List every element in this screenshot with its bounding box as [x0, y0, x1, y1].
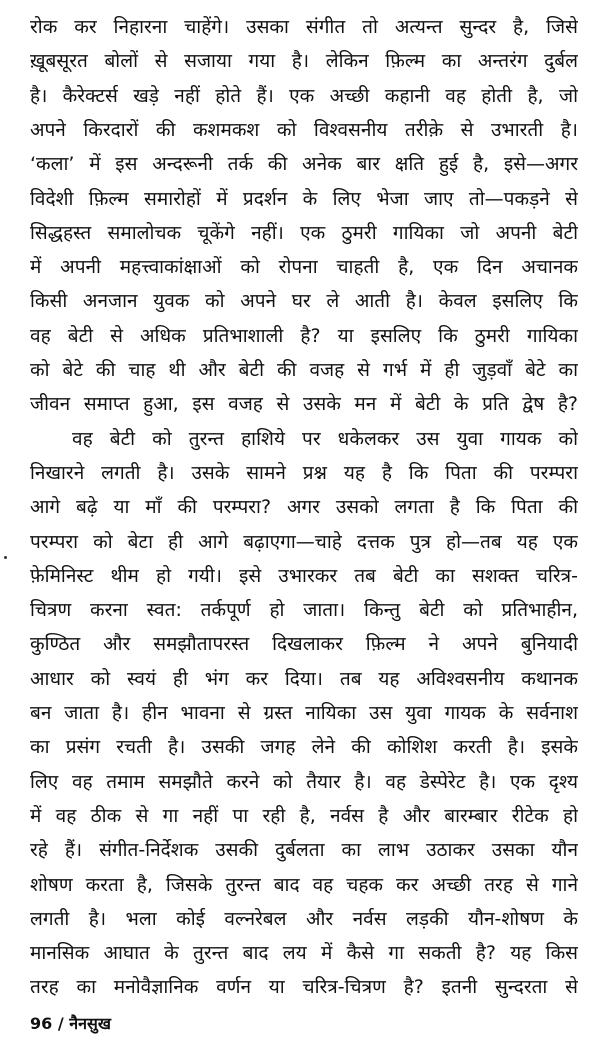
text-line: आधार को स्वयं ही भंग कर दिया। तब यह अविश्वसनीय कथानक: [30, 667, 578, 690]
text-line: तरह का मनोवैज्ञानिक वर्णन या चरित्र-चित्रण है? इतनी सुन्दरता से: [30, 976, 578, 999]
text-line: किसी अनजान युवक को अपने घर ले आती है। केवल इसलिए कि: [30, 290, 578, 313]
text-line: रोक कर निहारना चाहेंगे। उसका संगीत तो अत्यन्त सुन्दर है, जिसे: [30, 16, 578, 38]
text-line: फ़ेमिनिस्ट थीम हो गयी। इसे उभारकर तब बेटी का सशक्त चरित्र-: [30, 564, 578, 587]
text-line: आगे बढ़े या माँ की परम्परा? अगर उसको लगता है कि पिता की: [30, 496, 578, 519]
text-line: ख़ूबसूरत बोलों से सजाया गया है। लेकिन फ़िल्म का अन्तरंग दुर्बल: [30, 50, 578, 73]
text-line: चित्रण करना स्वत: तर्कपूर्ण हो जाता। किन्तु बेटी को प्रतिभाहीन,: [30, 599, 578, 622]
text-line: रहे हैं। संगीत-निर्देशक उसकी दुर्बलता का लाभ उठाकर उसका यौन: [30, 839, 578, 862]
text-line: अपने किरदारों की कशमकश को विश्वसनीय तरीक़े से उभारती है।: [30, 118, 578, 141]
text-line: सिद्धहस्त समालोचक चूकेंगे नहीं। एक ठुमरी गायिका जो अपनी बेटी: [30, 221, 578, 244]
text-line: परम्परा को बेटा ही आगे बढ़ाएगा—चाहे दत्तक पुत्र हो—तब यह एक: [30, 530, 578, 553]
text-line: वह बेटी से अधिक प्रतिभाशाली है? या इसलिए कि ठुमरी गायिका: [30, 324, 578, 347]
text-line: में अपनी महत्त्वाकांक्षाओं को रोपना चाहती है, एक दिन अचानक: [30, 256, 578, 279]
text-line: है। कैरेक्टर्स खड़े नहीं होते हैं। एक अच्छी कहानी वह होती है, जो: [30, 84, 578, 107]
text-line: मानसिक आघात के तुरन्त बाद लय में कैसे गा सकती है? यह किस: [30, 942, 578, 965]
text-line: विदेशी फ़िल्म समारोहों में प्रदर्शन के लिए भेजा जाए तो—पकड़ने से: [30, 187, 578, 210]
text-line: वह बेटी को तुरन्त हाशिये पर धकेलकर उस युवा गायक को: [72, 427, 578, 450]
text-line: में वह ठीक से गा नहीं पा रही है, नर्वस है और बारम्बार रीटेक हो: [30, 804, 578, 827]
text-line: लगती है। भला कोई वल्नरेबल और नर्वस लड़की यौन-शोषण के: [30, 907, 578, 930]
text-line: ‘कला’ में इस अन्दरूनी तर्क की अनेक बार क्षति हुई है, इसे—अगर: [30, 153, 578, 176]
text-line: शोषण करता है, जिसके तुरन्त बाद वह चहक कर अच्छी तरह से गाने: [30, 873, 578, 896]
page-footer: 96 / नैनसुख: [30, 1014, 111, 1033]
text-line: जीवन समाप्त हुआ, इस वजह से उसके मन में बेटी के प्रति द्वेष है?: [30, 393, 578, 416]
text-line: को बेटे की चाह थी और बेटी की वजह से गर्भ में ही जुड़वाँ बेटे का: [30, 359, 578, 381]
text-line: बन जाता है। हीन भावना से ग्रस्त नायिका उस युवा गायक के सर्वनाश: [30, 702, 578, 724]
text-line: का प्रसंग रचती है। उसकी जगह लेने की कोशिश करती है। इसके: [30, 736, 578, 759]
text-line: लिए वह तमाम समझौते करने को तैयार है। वह डेस्पेरेट है। एक दृश्य: [30, 770, 578, 793]
margin-mark: [4, 556, 7, 559]
text-line: निखारने लगती है। उसके सामने प्रश्न यह है कि पिता की परम्परा: [30, 461, 578, 484]
text-line: कुण्ठित और समझौतापरस्त दिखलाकर फ़िल्म ने अपने बुनियादी: [30, 633, 578, 656]
